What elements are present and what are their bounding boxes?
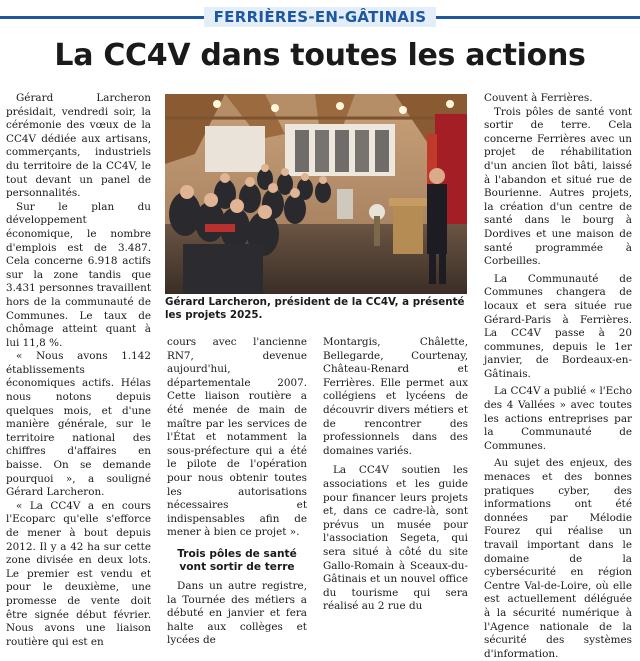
article-headline: La CC4V dans toutes les actions [54,38,586,73]
column-4 [484,92,632,661]
rubric-label: FERRIÈRES-EN-GÂTINAIS [204,7,437,27]
paragraph: La CC4V a publié « l'Echo des 4 Vallées » avec toutes les actions entreprises par la Communauté de Communes. [484,385,632,452]
paragraph: La CC4V soutien les associations et les guide pour financer leurs projets et, dans ce cadre-là, sont prévus un musée pour l'association Segeta, qui sera situé à côté du site Gallo-Romain à Sceaux-du-Gâtinais et un nouvel office du tourisme qui sera réalisé au 2 rue du [323,464,468,613]
paragraph: Montargis, Châlette, Bellegarde, Courtenay, Château-Renard et Ferrières. Elle permet aux collégiens et lycéens de découvrir divers métiers et de rencontrer des professionnels dans des domaines variés. [323,336,468,457]
paragraph: « Nous avons 1.142 établissements économiques actifs. Hélas nous notons depuis quelques mois, et d'une manière générale, sur le territoire national des chiffres d'affaires en baisse. On se demande pourquoi », a souligné Gérard Larcheron. [6,350,151,499]
article-photo [165,94,467,294]
conference-room-photo [165,94,467,294]
subheading: Trois pôles de santé vont sortir de terre [177,547,297,573]
paragraph: Gérard Larcheron présidait, vendredi soir, la cérémonie des vœux de la CC4V dédiée aux artisans, commerçants, industriels du territoire de la CC4V, le tout devant un panel de personnalités. [6,92,151,200]
photo-caption: Gérard Larcheron, président de la CC4V, a présenté les projets 2025. [165,296,465,321]
paragraph: cours avec l'ancienne RN7, devenue aujourd'hui, départementale 2007. Cette liaison routière a été menée de main de maître par les services de l'État et notamment la sous-préfecture qui a été le pilote de l'opération pour nous obtenir toutes les autorisations nécessaires et indispensables afin de mener à bien ce projet ». [167,336,307,539]
column-3 [323,336,468,614]
paragraph: Couvent à Ferrières. [484,92,593,104]
paragraph: La Communauté de Communes changera de locaux et sera située rue Gérard-Paris à Ferrières. La CC4V passe à 20 communes, depuis le 1er janvier, de Bordeaux-en-Gâtinais. [484,272,632,380]
paragraph: « La CC4V a en cours l'Ecoparc qu'elle s'efforce de mener à bout depuis 2012. Il y a 42 ha sur cette zone divisée en deux lots. Le premier est vendu et pour le deuxième, une promesse de vente doit être signée début février. Nous avons une liaison routière qui est en [6,499,151,648]
section-rubric [0,6,640,28]
paragraph: Trois pôles de santé vont sortir de terre. Cela concerne Ferrières avec un projet de réhabilitation d'un ancien îlot bâti, laissé à l'abandon et situé rue de Bourienne. Autres projets, la création d'un centre de santé dans le bourg à Dordives et une maison de santé programmée à Corbeilles. [484,105,632,268]
paragraph: Au sujet des enjeux, des menaces et des bonnes pratiques cyber, des informations ont été données par Mélodie Fourez qui réalise un travail important dans le domaine de la cybersécurité en région Centre Val-de-Loire, où elle est actuellement déléguée à la sécurité numérique à l'Agence nationale de la sécurité des systèmes d'information. [484,457,632,660]
paragraph: Dans un autre registre, la Tournée des métiers a débuté en janvier et fera halte aux collèges et lycées de [167,579,307,647]
paragraph: Sur le plan du développement économique, le nombre d'emplois est de 3.487. Cela concerne 6.918 actifs sur la zone tandis que 3.431 personnes travaillent hors de la communauté de Communes. Le taux de chômage atteint quant à lui 11,8 %. [6,200,151,349]
column-1 [6,92,151,649]
column-2 [167,336,307,648]
